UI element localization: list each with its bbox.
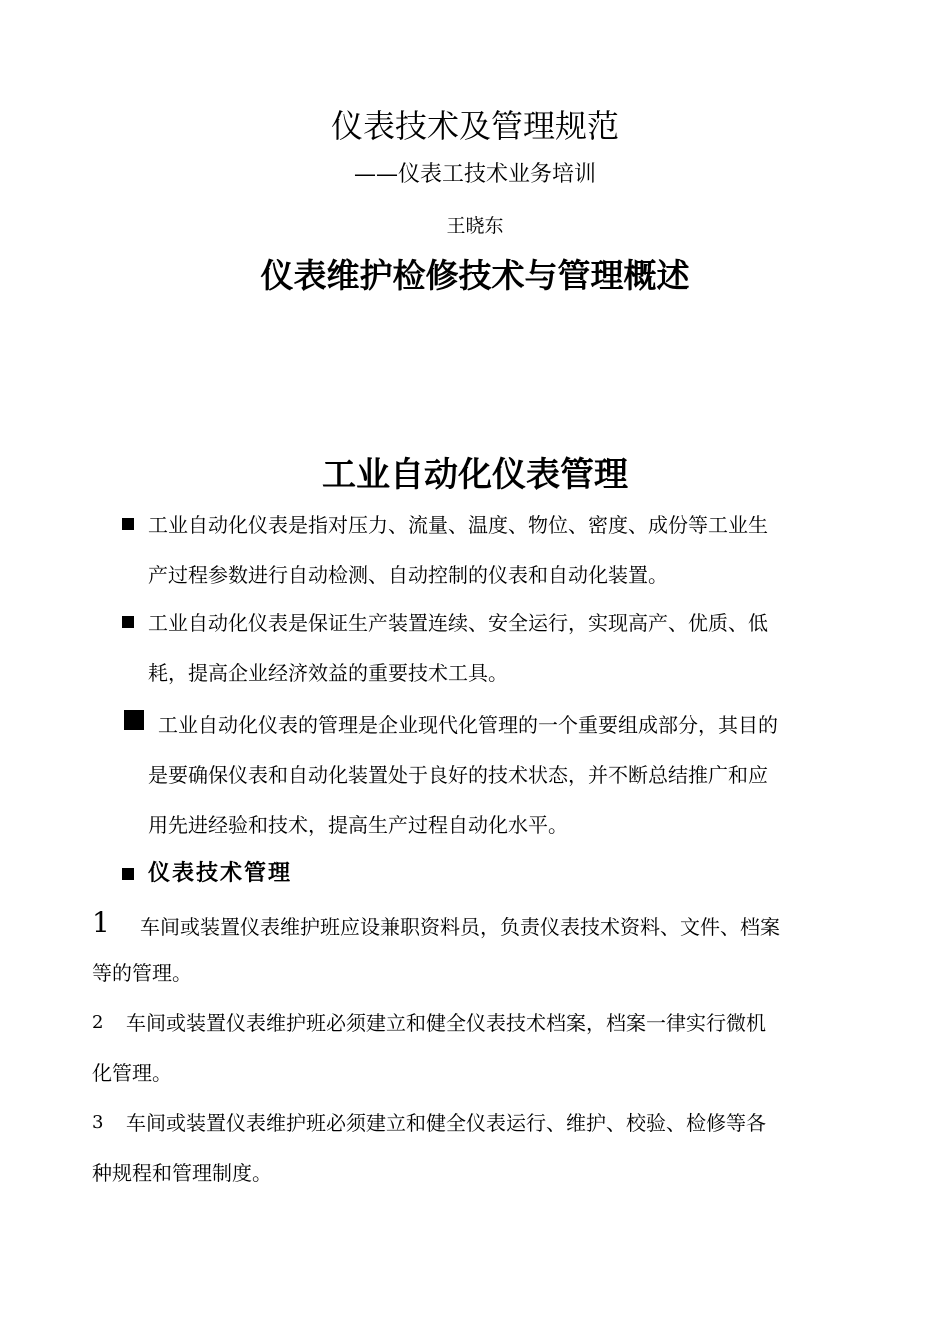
bullet-square-icon xyxy=(122,518,134,530)
overview-heading: 仪表维护检修技术与管理概述 xyxy=(260,256,690,295)
item-1-number: 1 xyxy=(92,906,110,939)
item-2-line-1: 车间或装置仪表维护班必须建立和健全仪表技术档案，档案一律实行微机 xyxy=(126,1011,766,1035)
bullet-1-line-2: 产过程参数进行自动检测、自动控制的仪表和自动化装置。 xyxy=(148,563,668,587)
bullet-2-line-2: 耗，提高企业经济效益的重要技术工具。 xyxy=(148,661,508,685)
item-2-number: 2 xyxy=(92,1012,104,1033)
bullet-3-line-2: 是要确保仪表和自动化装置处于良好的技术状态，并不断总结推广和应 xyxy=(148,763,768,787)
item-3-line-1: 车间或装置仪表维护班必须建立和健全仪表运行、维护、校验、检修等各 xyxy=(126,1111,766,1135)
item-1-line-2: 等的管理。 xyxy=(92,961,192,985)
sub-heading: 仪表技术管理 xyxy=(148,861,293,886)
section-heading: 工业自动化仪表管理 xyxy=(322,455,628,495)
document-subtitle: ——仪表工技术业务培训 xyxy=(353,162,596,187)
bullet-3-line-3: 用先进经验和技术，提高生产过程自动化水平。 xyxy=(148,813,568,837)
bullet-3-line-1: 工业自动化仪表的管理是企业现代化管理的一个重要组成部分，其目的 xyxy=(158,713,778,737)
bullet-square-icon xyxy=(122,868,134,880)
item-1-line-1: 车间或装置仪表维护班应设兼职资料员，负责仪表技术资料、文件、档案 xyxy=(140,915,780,939)
item-3-number: 3 xyxy=(92,1112,104,1133)
bullet-1-line-1: 工业自动化仪表是指对压力、流量、温度、物位、密度、成份等工业生 xyxy=(148,513,768,537)
item-3-line-2: 种规程和管理制度。 xyxy=(92,1161,272,1185)
document-title: 仪表技术及管理规范 xyxy=(330,107,619,145)
bullet-square-icon xyxy=(122,616,134,628)
author-name: 王晓东 xyxy=(446,215,504,237)
bullet-square-icon xyxy=(124,710,144,730)
bullet-2-line-1: 工业自动化仪表是保证生产装置连续、安全运行，实现高产、优质、低 xyxy=(148,611,768,635)
item-2-line-2: 化管理。 xyxy=(92,1061,172,1085)
